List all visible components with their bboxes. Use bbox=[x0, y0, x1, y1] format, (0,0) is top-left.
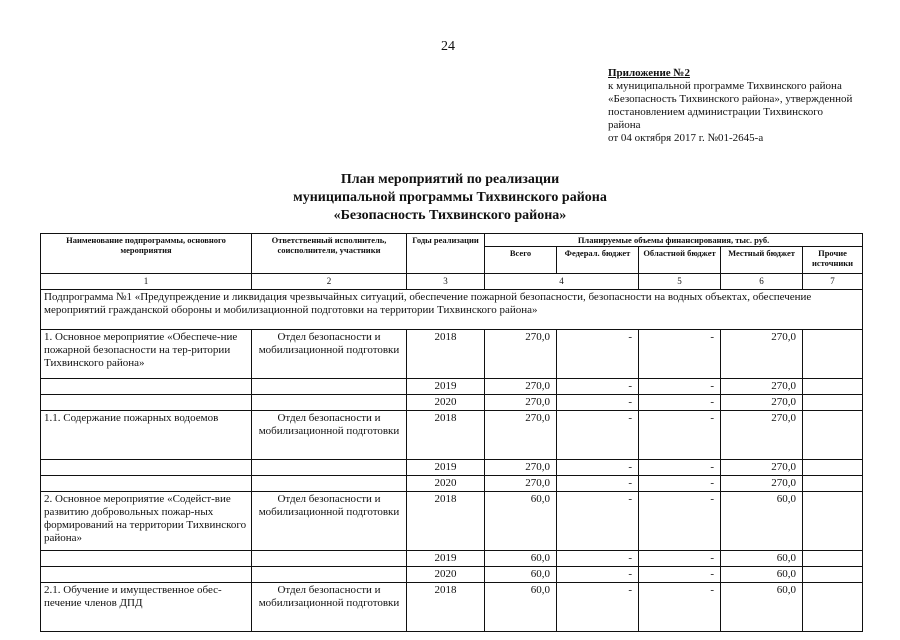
table-row bbox=[41, 476, 863, 492]
row-name: 2. Основное мероприятие «Содейст-вие развитию добровольных пожар-ных формирований на территории Тихвинского района» bbox=[41, 492, 252, 551]
row-name bbox=[41, 379, 252, 395]
header-financing: Планируемые объемы финансирования, тыс. руб. bbox=[485, 234, 863, 247]
row-year: 2018 bbox=[407, 492, 485, 551]
header-federal: Федерал. бюджет bbox=[557, 247, 639, 274]
row-federal: - bbox=[557, 460, 639, 476]
row-federal: - bbox=[557, 476, 639, 492]
row-total: 270,0 bbox=[485, 330, 557, 379]
row-total: 60,0 bbox=[485, 551, 557, 567]
column-number: 4 bbox=[485, 274, 639, 290]
header-years: Годы реализации bbox=[407, 234, 485, 274]
row-total: 270,0 bbox=[485, 476, 557, 492]
row-local: 270,0 bbox=[721, 476, 803, 492]
table-row bbox=[41, 492, 863, 551]
row-total: 60,0 bbox=[485, 492, 557, 551]
row-other bbox=[803, 567, 863, 583]
row-year: 2020 bbox=[407, 395, 485, 411]
title-line: муниципальной программы Тихвинского района bbox=[293, 190, 607, 205]
subprogram-title: Подпрограмма №1 «Предупреждение и ликвидация чрезвычайных ситуаций, обеспечение пожарной безопасности, безопасности на водных объектах, обеспечение мероприятий гражданской обороны и мобилизационной подготовки на территории Тихвинского района» bbox=[41, 290, 863, 330]
appendix-line: района bbox=[608, 119, 641, 131]
row-org: Отдел безопасности и мобилизационной подготовки bbox=[252, 330, 407, 379]
row-total: 270,0 bbox=[485, 460, 557, 476]
row-other bbox=[803, 411, 863, 460]
row-other bbox=[803, 460, 863, 476]
column-number: 6 bbox=[721, 274, 803, 290]
row-regional: - bbox=[639, 551, 721, 567]
row-org bbox=[252, 551, 407, 567]
row-org bbox=[252, 460, 407, 476]
row-name: 2.1. Обучение и имущественное обес-печение членов ДПД bbox=[41, 583, 252, 632]
column-number: 1 bbox=[41, 274, 252, 290]
title-line: «Безопасность Тихвинского района» bbox=[333, 208, 567, 223]
appendix-line: «Безопасность Тихвинского района», утвержденной bbox=[608, 93, 853, 105]
table-row bbox=[41, 583, 863, 632]
table-row bbox=[41, 379, 863, 395]
appendix-title: Приложение №2 bbox=[608, 67, 690, 79]
header-regional: Областной бюджет bbox=[639, 247, 721, 274]
subprogram-row bbox=[41, 290, 863, 330]
table-row bbox=[41, 411, 863, 460]
row-federal: - bbox=[557, 492, 639, 551]
row-local: 270,0 bbox=[721, 460, 803, 476]
row-federal: - bbox=[557, 411, 639, 460]
row-local: 60,0 bbox=[721, 551, 803, 567]
column-number: 5 bbox=[639, 274, 721, 290]
row-local: 270,0 bbox=[721, 395, 803, 411]
row-year: 2019 bbox=[407, 460, 485, 476]
header-local: Местный бюджет bbox=[721, 247, 803, 274]
row-name: 1. Основное мероприятие «Обеспече-ние пожарной безопасности на тер-ритории Тихвинского района» bbox=[41, 330, 252, 379]
appendix-date: от 04 октября 2017 г. №01-2645-а bbox=[608, 132, 764, 144]
table-row bbox=[41, 330, 863, 379]
page-number: 24 bbox=[441, 39, 455, 54]
appendix-line: постановлением администрации Тихвинского bbox=[608, 106, 823, 118]
row-federal: - bbox=[557, 583, 639, 632]
appendix-line: к муниципальной программе Тихвинского района bbox=[608, 80, 842, 92]
row-local: 60,0 bbox=[721, 567, 803, 583]
header-other: Прочие источники bbox=[803, 247, 863, 274]
row-local: 60,0 bbox=[721, 583, 803, 632]
row-regional: - bbox=[639, 460, 721, 476]
row-year: 2019 bbox=[407, 551, 485, 567]
row-regional: - bbox=[639, 411, 721, 460]
row-year: 2018 bbox=[407, 411, 485, 460]
row-local: 270,0 bbox=[721, 330, 803, 379]
row-other bbox=[803, 395, 863, 411]
row-org bbox=[252, 567, 407, 583]
row-year: 2019 bbox=[407, 379, 485, 395]
row-name bbox=[41, 460, 252, 476]
row-total: 60,0 bbox=[485, 583, 557, 632]
row-total: 270,0 bbox=[485, 411, 557, 460]
header-org: Ответственный исполнитель, соисполнители, участники bbox=[252, 234, 407, 274]
row-federal: - bbox=[557, 330, 639, 379]
row-name bbox=[41, 395, 252, 411]
row-other bbox=[803, 583, 863, 632]
row-org: Отдел безопасности и мобилизационной подготовки bbox=[252, 492, 407, 551]
header-row bbox=[41, 234, 863, 247]
row-org: Отдел безопасности и мобилизационной подготовки bbox=[252, 411, 407, 460]
title-line: План мероприятий по реализации bbox=[340, 172, 560, 187]
row-other bbox=[803, 551, 863, 567]
row-local: 270,0 bbox=[721, 411, 803, 460]
header-name: Наименование подпрограммы, основного мероприятия bbox=[41, 234, 252, 274]
table-row bbox=[41, 395, 863, 411]
appendix-block bbox=[608, 67, 878, 145]
row-org: Отдел безопасности и мобилизационной подготовки bbox=[252, 583, 407, 632]
row-federal: - bbox=[557, 379, 639, 395]
row-federal: - bbox=[557, 551, 639, 567]
column-number: 3 bbox=[407, 274, 485, 290]
row-org bbox=[252, 395, 407, 411]
row-other bbox=[803, 476, 863, 492]
row-regional: - bbox=[639, 567, 721, 583]
row-name bbox=[41, 476, 252, 492]
row-year: 2020 bbox=[407, 567, 485, 583]
row-local: 60,0 bbox=[721, 492, 803, 551]
table-row bbox=[41, 567, 863, 583]
column-number: 7 bbox=[803, 274, 863, 290]
document-title bbox=[200, 171, 700, 225]
row-regional: - bbox=[639, 583, 721, 632]
row-year: 2018 bbox=[407, 330, 485, 379]
row-regional: - bbox=[639, 379, 721, 395]
plan-table bbox=[40, 233, 863, 632]
row-total: 60,0 bbox=[485, 567, 557, 583]
row-org bbox=[252, 379, 407, 395]
column-number: 2 bbox=[252, 274, 407, 290]
row-total: 270,0 bbox=[485, 379, 557, 395]
row-year: 2018 bbox=[407, 583, 485, 632]
table-row bbox=[41, 460, 863, 476]
row-regional: - bbox=[639, 395, 721, 411]
row-year: 2020 bbox=[407, 476, 485, 492]
row-regional: - bbox=[639, 492, 721, 551]
table-row bbox=[41, 551, 863, 567]
row-name bbox=[41, 551, 252, 567]
column-numbers-row bbox=[41, 274, 863, 290]
row-name: 1.1. Содержание пожарных водоемов bbox=[41, 411, 252, 460]
row-other bbox=[803, 379, 863, 395]
row-federal: - bbox=[557, 567, 639, 583]
row-name bbox=[41, 567, 252, 583]
row-total: 270,0 bbox=[485, 395, 557, 411]
row-federal: - bbox=[557, 395, 639, 411]
header-total: Всего bbox=[485, 247, 557, 274]
row-regional: - bbox=[639, 476, 721, 492]
row-other bbox=[803, 330, 863, 379]
row-local: 270,0 bbox=[721, 379, 803, 395]
row-regional: - bbox=[639, 330, 721, 379]
row-other bbox=[803, 492, 863, 551]
row-org bbox=[252, 476, 407, 492]
